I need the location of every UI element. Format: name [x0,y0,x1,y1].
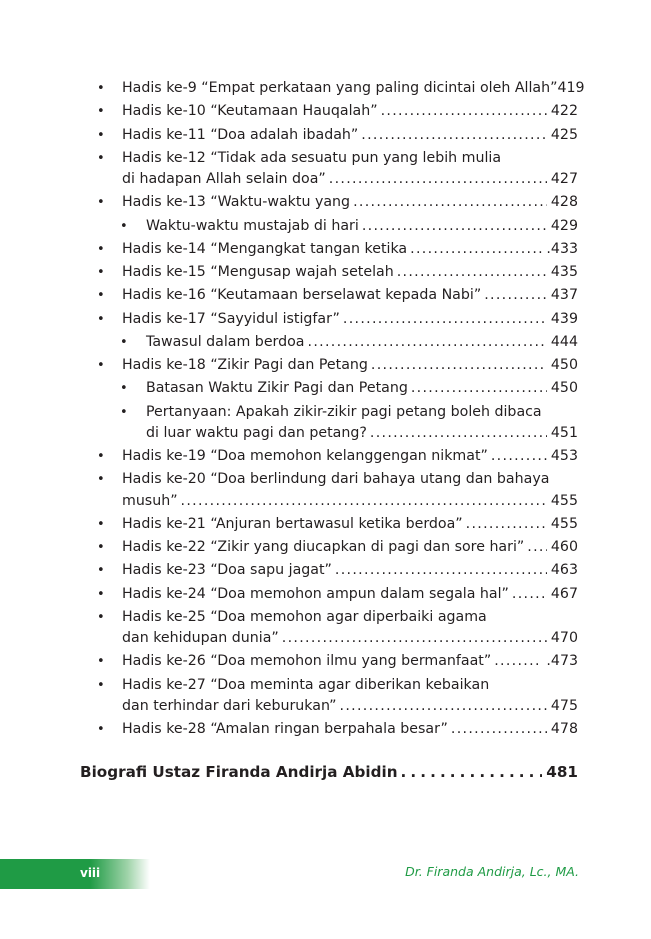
toc-entry-title-line: Hadis ke-22 “Zikir yang diucapkan di pagi dan sore hari” [122,539,525,556]
toc-entry-text [100,514,578,535]
dot-leader [353,192,547,213]
toc-entry-page: 460 [550,539,578,556]
toc-entry-text [100,285,578,306]
toc-entry-page: 478 [550,720,578,737]
toc-entry[interactable] [97,469,578,511]
toc-entry[interactable] [97,719,578,740]
dot-leader [329,169,547,190]
toc-entry-title-line: Hadis ke-26 “Doa memohon ilmu yang bermanfaat” [122,653,492,670]
toc-subentry[interactable] [122,402,578,444]
toc-entry[interactable] [97,148,578,190]
dot-leader [451,719,547,740]
bullet-icon: • [97,127,105,143]
toc-entry-title-line: Hadis ke-27 “Doa meminta agar diberikan kebaikan [122,676,490,693]
table-of-contents [97,78,585,742]
toc-subentry[interactable] [122,378,578,399]
toc-entry-title-line: Pertanyaan: Apakah zikir-zikir pagi petang boleh dibaca [146,403,542,420]
toc-entry-title-line: di luar waktu pagi dan petang? [146,424,367,441]
toc-entry-title-line: di hadapan Allah selain doa” [122,170,326,187]
toc-entry-text [100,675,578,717]
dot-leader [282,628,547,649]
toc-entry[interactable] [97,239,578,260]
toc-entry-text [100,469,578,511]
toc-entry-text [100,719,578,740]
dot-leader [308,332,547,353]
bullet-icon: • [97,241,105,257]
dot-leader [410,239,542,260]
dot-leader [401,761,543,783]
bullet-icon: • [97,449,105,465]
toc-entry-text [100,192,578,213]
dot-leader [370,423,547,444]
toc-entry[interactable] [97,78,585,99]
bullet-icon: • [120,218,128,234]
toc-entry-title-line: Hadis ke-12 “Tidak ada sesuatu pun yang lebih mulia [122,149,502,166]
toc-entry-page: .473 [546,653,578,670]
toc-entry-page: 437 [550,287,578,304]
toc-entry[interactable] [97,537,578,558]
toc-entry-text [100,446,578,467]
toc-entry-text [122,378,578,399]
toc-entry-page: 450 [550,380,578,397]
toc-entry-text [100,148,578,190]
dot-leader [361,125,547,146]
dot-leader [484,285,547,306]
toc-entry-title-line: Hadis ke-15 “Mengusap wajah setelah [122,264,394,281]
dot-leader [362,216,547,237]
dot-leader [181,491,547,512]
toc-entry-title-line: dan kehidupan dunia” [122,630,279,646]
toc-entry-text [100,78,585,99]
bullet-icon: • [97,311,105,327]
toc-entry-title: Biografi Ustaz Firanda Andirja Abidin [80,763,398,781]
toc-entry-title-line: Hadis ke-16 “Keutamaan berselawat kepada Nabi” [122,287,482,304]
bullet-icon: • [97,586,105,602]
toc-entry-page: 451 [550,424,578,441]
footer-page-tab [0,859,150,889]
toc-entry[interactable] [97,262,578,283]
toc-entry-page: 429 [550,217,578,234]
bullet-icon: • [97,104,105,120]
bullet-icon: • [97,265,105,281]
toc-entry[interactable] [97,446,578,467]
toc-entry-page: 481 [546,763,578,781]
dot-leader [335,560,547,581]
bullet-icon: • [120,381,128,397]
toc-entry-page: 439 [550,310,578,327]
toc-entry-title-line: Hadis ke-25 “Doa memohon agar diperbaiki agama [122,608,487,625]
toc-entry-title-line: Hadis ke-24 “Doa memohon ampun dalam segala hal” [122,585,509,602]
toc-entry-page: 427 [550,170,578,187]
toc-entry-text [100,537,578,558]
toc-entry-title-line: Hadis ke-18 “Zikir Pagi dan Petang [122,357,368,374]
toc-entry-title-line: Tawasul dalam berdoa [146,333,305,350]
toc-entry[interactable] [97,651,578,672]
toc-entry-page: 475 [550,697,578,714]
toc-entry-text [100,262,578,283]
toc-entry-title-line: Hadis ke-19 “Doa memohon kelanggengan nikmat” [122,448,488,465]
toc-subentry[interactable] [122,332,578,353]
footer-author: Dr. Firanda Andirja, Lc., MA. [405,864,579,879]
bullet-icon: • [97,358,105,374]
toc-entry-title-line: Hadis ke-9 “Empat perkataan yang paling dicintai oleh Allah” [122,80,558,96]
bullet-icon: • [97,677,105,693]
toc-entry-text [100,651,578,672]
dot-leader [494,651,542,672]
toc-entry-page: 425 [550,126,578,143]
toc-entry-title-line: Hadis ke-28 “Amalan ringan berpahala besar” [122,720,448,737]
toc-entry-title-line: Hadis ke-11 “Doa adalah ibadah” [122,126,359,143]
toc-entry-page: 453 [550,448,578,465]
toc-entry-page: 419 [557,80,585,96]
bullet-icon: • [120,404,128,420]
toc-entry-title-line: Hadis ke-17 “Sayyidul istigfar” [122,310,340,327]
dot-leader [527,537,547,558]
bullet-icon: • [97,195,105,211]
toc-entry-text [100,355,578,376]
toc-entry-page: 470 [550,630,578,646]
bullet-icon: • [97,654,105,670]
toc-entry-page: 455 [550,515,578,532]
toc-entry-title-line: Hadis ke-20 “Doa berlindung dari bahaya utang dan bahaya [122,471,550,488]
dot-leader [466,514,547,535]
toc-entry[interactable] [97,355,578,376]
toc-subentry[interactable] [122,216,578,237]
toc-entry-text [100,239,578,260]
toc-entry-text [122,332,578,353]
toc-entry[interactable] [97,514,578,535]
toc-entry-page: 455 [550,492,578,509]
bullet-icon: • [97,150,105,166]
toc-entry-title-line: dan terhindar dari keburukan” [122,697,337,714]
toc-entry-text [100,607,578,649]
bullet-icon: • [97,609,105,625]
toc-entry-page: 428 [550,194,578,211]
toc-entry[interactable] [97,607,578,649]
dot-leader [340,696,547,717]
bullet-icon: • [97,81,105,96]
toc-entry[interactable] [97,125,578,146]
dot-leader [371,355,547,376]
dot-leader [512,584,547,605]
bullet-icon: • [97,540,105,556]
toc-entry-title-line: Hadis ke-13 “Waktu-waktu yang [122,194,351,211]
toc-entry-page: 435 [550,264,578,281]
toc-entry-title-line: Hadis ke-23 “Doa sapu jagat” [122,562,332,579]
toc-entry-title-line: Waktu-waktu mustajab di hari [146,217,359,234]
toc-entry-text [100,101,578,122]
dot-leader [411,378,547,399]
toc-entry-title-line: Batasan Waktu Zikir Pagi dan Petang [146,380,408,397]
toc-entry[interactable] [97,309,578,330]
dot-leader [343,309,547,330]
toc-entry[interactable] [97,192,578,213]
toc-entry-title-line: musuh” [122,492,178,509]
dot-leader [491,446,547,467]
toc-entry-title-line: Hadis ke-21 “Anjuran bertawasul ketika berdoa” [122,515,463,532]
bullet-icon: • [97,563,105,579]
toc-entry-biography[interactable] [80,761,578,783]
dot-leader [397,262,547,283]
toc-entry-text [100,125,578,146]
toc-entry-page: .433 [546,240,578,257]
toc-entry-text [100,584,578,605]
toc-entry-text [122,216,578,237]
toc-entry-text [100,560,578,581]
toc-entry-text [100,309,578,330]
page-number: viii [80,866,101,880]
toc-entry-page: 463 [550,562,578,579]
bullet-icon: • [97,288,105,304]
toc-entry-text [122,402,578,444]
toc-entry-title-line: Hadis ke-14 “Mengangkat tangan ketika [122,240,408,257]
toc-entry-page: 467 [550,585,578,602]
toc-entry[interactable] [97,675,578,717]
toc-entry-page: 444 [550,333,578,350]
toc-entry-page: 450 [550,357,578,374]
toc-entry-page: 422 [550,103,578,120]
bullet-icon: • [97,472,105,488]
bullet-icon: • [97,721,105,737]
toc-entry[interactable] [97,285,578,306]
toc-entry[interactable] [97,560,578,581]
bullet-icon: • [120,334,128,350]
toc-entry[interactable] [97,584,578,605]
toc-entry[interactable] [97,101,578,122]
toc-entry-title-line: Hadis ke-10 “Keutamaan Hauqalah” [122,103,378,120]
dot-leader [381,101,547,122]
bullet-icon: • [97,516,105,532]
